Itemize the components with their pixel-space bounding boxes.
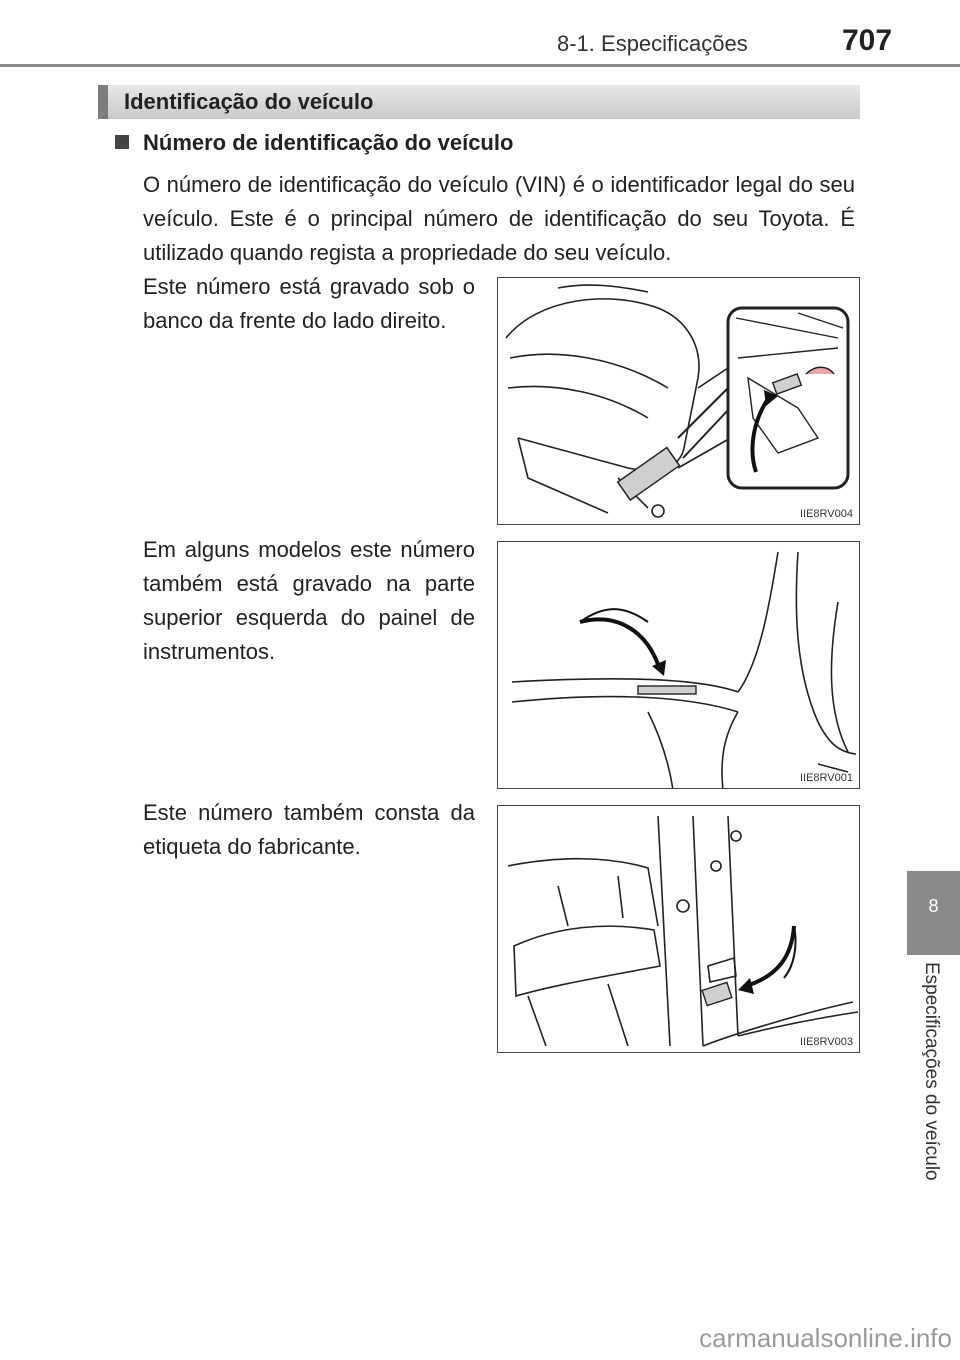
subheading-text: Número de identificação do veículo [143,130,514,155]
header-section-title: 8-1. Especificações [557,31,748,56]
section-title: Identificação do veículo [124,89,374,114]
subheading [115,130,513,156]
header-rule [0,64,960,67]
label-paragraph: Este número também consta da etiqueta do fabricante. [143,800,475,859]
dashboard-figure-code: IIE8RV001 [799,772,853,784]
dashboard-paragraph: Em alguns modelos este número também está gravado na parte superior esquerda do painel de instrumentos. [143,537,475,664]
seat-paragraph: Este número está gravado sob o banco da frente do lado direito. [143,274,475,333]
chapter-tab [907,871,960,955]
label-figure-code: IIE8RV003 [799,1036,853,1048]
seat-figure-code: IIE8RV004 [799,508,853,520]
section-bar [98,85,860,119]
square-bullet-icon [115,135,129,149]
door-pillar-drawing [498,806,860,1053]
dashboard-illustration [497,541,860,789]
chapter-tab-label: Especificações do veículo [921,962,942,1181]
intro-paragraph: O número de identificação do veículo (VIN) é o identificador legal do seu veículo. Este é o principal número de identificação do seu Toyota. É utilizado quando regista a propriedade do seu veículo. [143,172,855,265]
label-illustration [497,805,860,1053]
chapter-tab-number: 8 [928,896,939,916]
seat-illustration [497,277,860,525]
seat-drawing [498,278,860,525]
dashboard-drawing [498,542,860,789]
page-number: 707 [842,24,893,57]
watermark: carmanualsonline.info [699,1323,952,1353]
